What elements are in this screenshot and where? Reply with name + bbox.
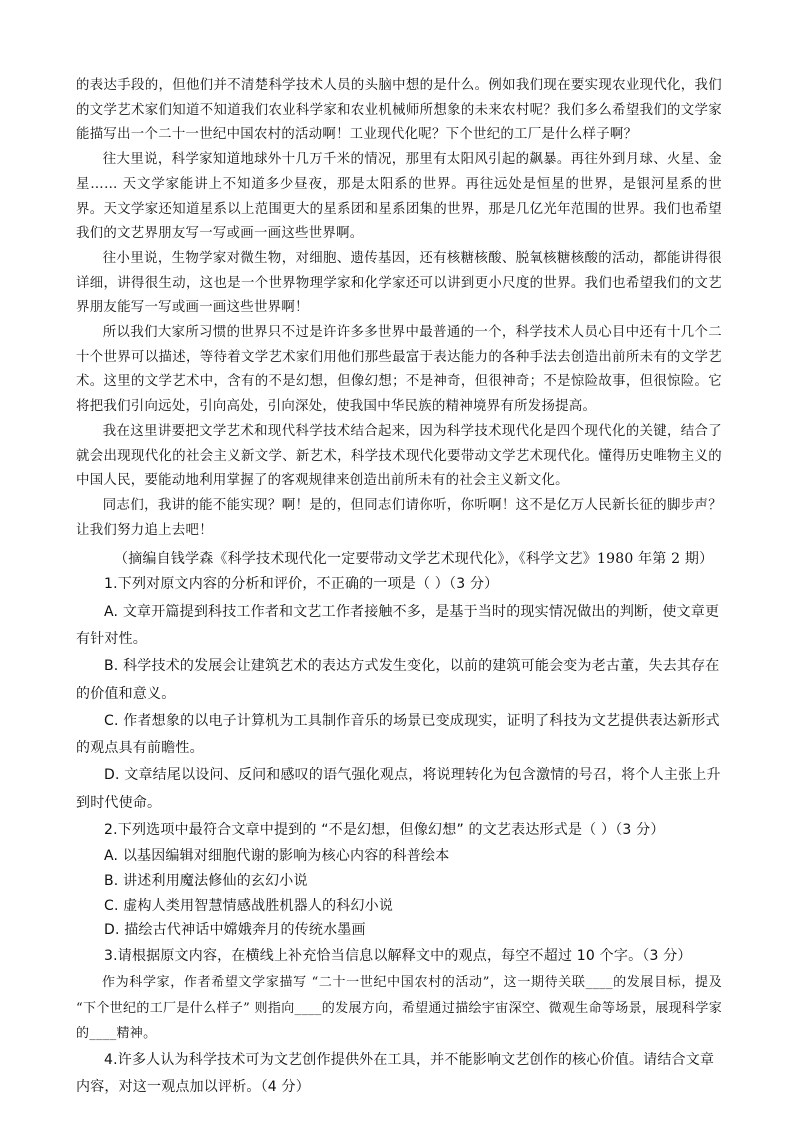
question-4-stem: 4.许多人认为科学技术可为文艺创作提供外在工具，并不能影响文艺创作的核心价值。请结合文章内容，对这一观点加以评析。（4 分） — [76, 1051, 715, 1096]
question-4 — [76, 1047, 722, 1102]
article-paragraph-6: 同志们，我讲的能不能实现？啊！是的，但同志们请你听，你听啊！这不是亿万人民新长征的脚步声？让我们努力追上去吧！ — [76, 497, 722, 538]
question-2 — [76, 817, 722, 943]
article-paragraph-3: 往小里说，生物学家对微生物，对细胞、遗传基因，还有核糖核酸、脱氧核糖核酸的活动，都能讲得很详细，讲得很生动，这也是一个世界物理学家和化学家还可以讲到更小尺度的世界。我们也希望我们的文艺界朋友能写一写或画一画这些世界啊！ — [76, 250, 722, 316]
exam-page — [76, 74, 722, 1102]
question-1-option-a: A. 文章开篇提到科技工作者和文艺工作者接触不多，是基于当时的现实情况做出的判断，使文章更有针对性。 — [76, 603, 720, 647]
article-paragraph-1: 的表达手段的，但他们并不清楚科学技术人员的头脑中想的是什么。例如我们现在要实现农业现代化，我们的文学艺术家们知道不知道我们农业科学家和农业机械师所想象的未来农村呢？我们多么希望我们的文学家能描写出一个二十一世纪中国农村的活动啊！工业现代化呢？下个世纪的工厂是什么样子啊？ — [76, 78, 722, 143]
article-paragraph-4: 所以我们大家所习惯的世界只不过是许许多多世界中最普通的一个，科学技术人员心目中还有十几个二十个世界可以描述，等待着文学艺术家们用他们那些最富于表达能力的各种手法去创造出前所未有的文学艺术。这里的文学艺术中，含有的不是幻想，但像幻想；不是神奇，但很神奇；不是惊险故事，但很惊险。它将把我们引向远处，引向高处，引向深处，使我国中华民族的精神境界有所发扬提高。 — [76, 325, 722, 415]
question-1 — [76, 571, 722, 817]
question-3-fill-text: 作为科学家，作者希望文学家描写 “二十一世纪中国农村的活动”，这一期待关联____的发展目标，提及 “下个世纪的工厂是什么样子” 则指向____的发展方向，希望通过描绘宇宙深空、微观生命等场景，展现科学家的____精神。 — [76, 975, 722, 1042]
article-paragraph-2: 往大里说，科学家知道地球外十几万千米的情况，那里有太阳风引起的飙暴。再往外到月球、火星、金星…… 天文学家能讲上不知道多少昼夜，那是太阳系的世界。再往远处是恒星的世界，是银河星系的世界。天文学家还知道星系以上范围更大的星系团和星系团集的世界，那是几亿光年范围的世界。我们也希望我们的文艺界朋友写一写或画一画这些世界啊。 — [76, 152, 722, 242]
question-2-option-d: D. 描绘古代神话中嫦娥奔月的传统水墨画 — [104, 922, 366, 939]
question-2-stem: 2.下列选项中最符合文章中提到的 “不是幻想，但像幻想” 的文艺表达形式是（ ）（3 分） — [104, 822, 665, 839]
question-2-option-c: C. 虚构人类用智慧情感战胜机器人的科幻小说 — [104, 897, 394, 914]
question-3 — [76, 943, 722, 1047]
question-3-stem: 3.请根据原文内容，在横线上补充恰当信息以解释文中的观点，每空不超过 10 个字。（3 分） — [104, 948, 692, 965]
question-2-option-a: A. 以基因编辑对细胞代谢的影响为核心内容的科普绘本 — [104, 848, 450, 865]
article-paragraph-5: 我在这里讲要把文学艺术和现代科学技术结合起来，因为科学技术现代化是四个现代化的关键，结合了就会出现现代化的社会主义新文学、新艺术，科学技术现代化要带动文学艺术现代化。懂得历史唯物主义的中国人民，要能动地利用掌握了的客观规律来创造出前所未有的社会主义新文化。 — [76, 423, 722, 489]
question-1-stem: 1.下列对原文内容的分析和评价，不正确的一项是（ ）（3 分） — [104, 576, 499, 593]
question-2-option-b: B. 讲述利用魔法修仙的玄幻小说 — [104, 873, 308, 890]
question-1-option-d: D. 文章结尾以设问、反问和感叹的语气强化观点，将说理转化为包含激情的号召，将个人主张上升到时代使命。 — [76, 767, 721, 811]
article-source: （摘编自钱学森《科学技术现代化一定要带动文学艺术现代化》，《科学文艺》1980 年第 2 期） — [114, 551, 714, 568]
question-1-option-c: C. 作者想象的以电子计算机为工具制作音乐的场景已变成现实，证明了科技为文艺提供表达新形式的观点具有前瞻性。 — [76, 712, 720, 757]
question-1-option-b: B. 科学技术的发展会让建筑艺术的表达方式发生变化，以前的建筑可能会变为老古董，失去其存在的价值和意义。 — [76, 658, 720, 702]
